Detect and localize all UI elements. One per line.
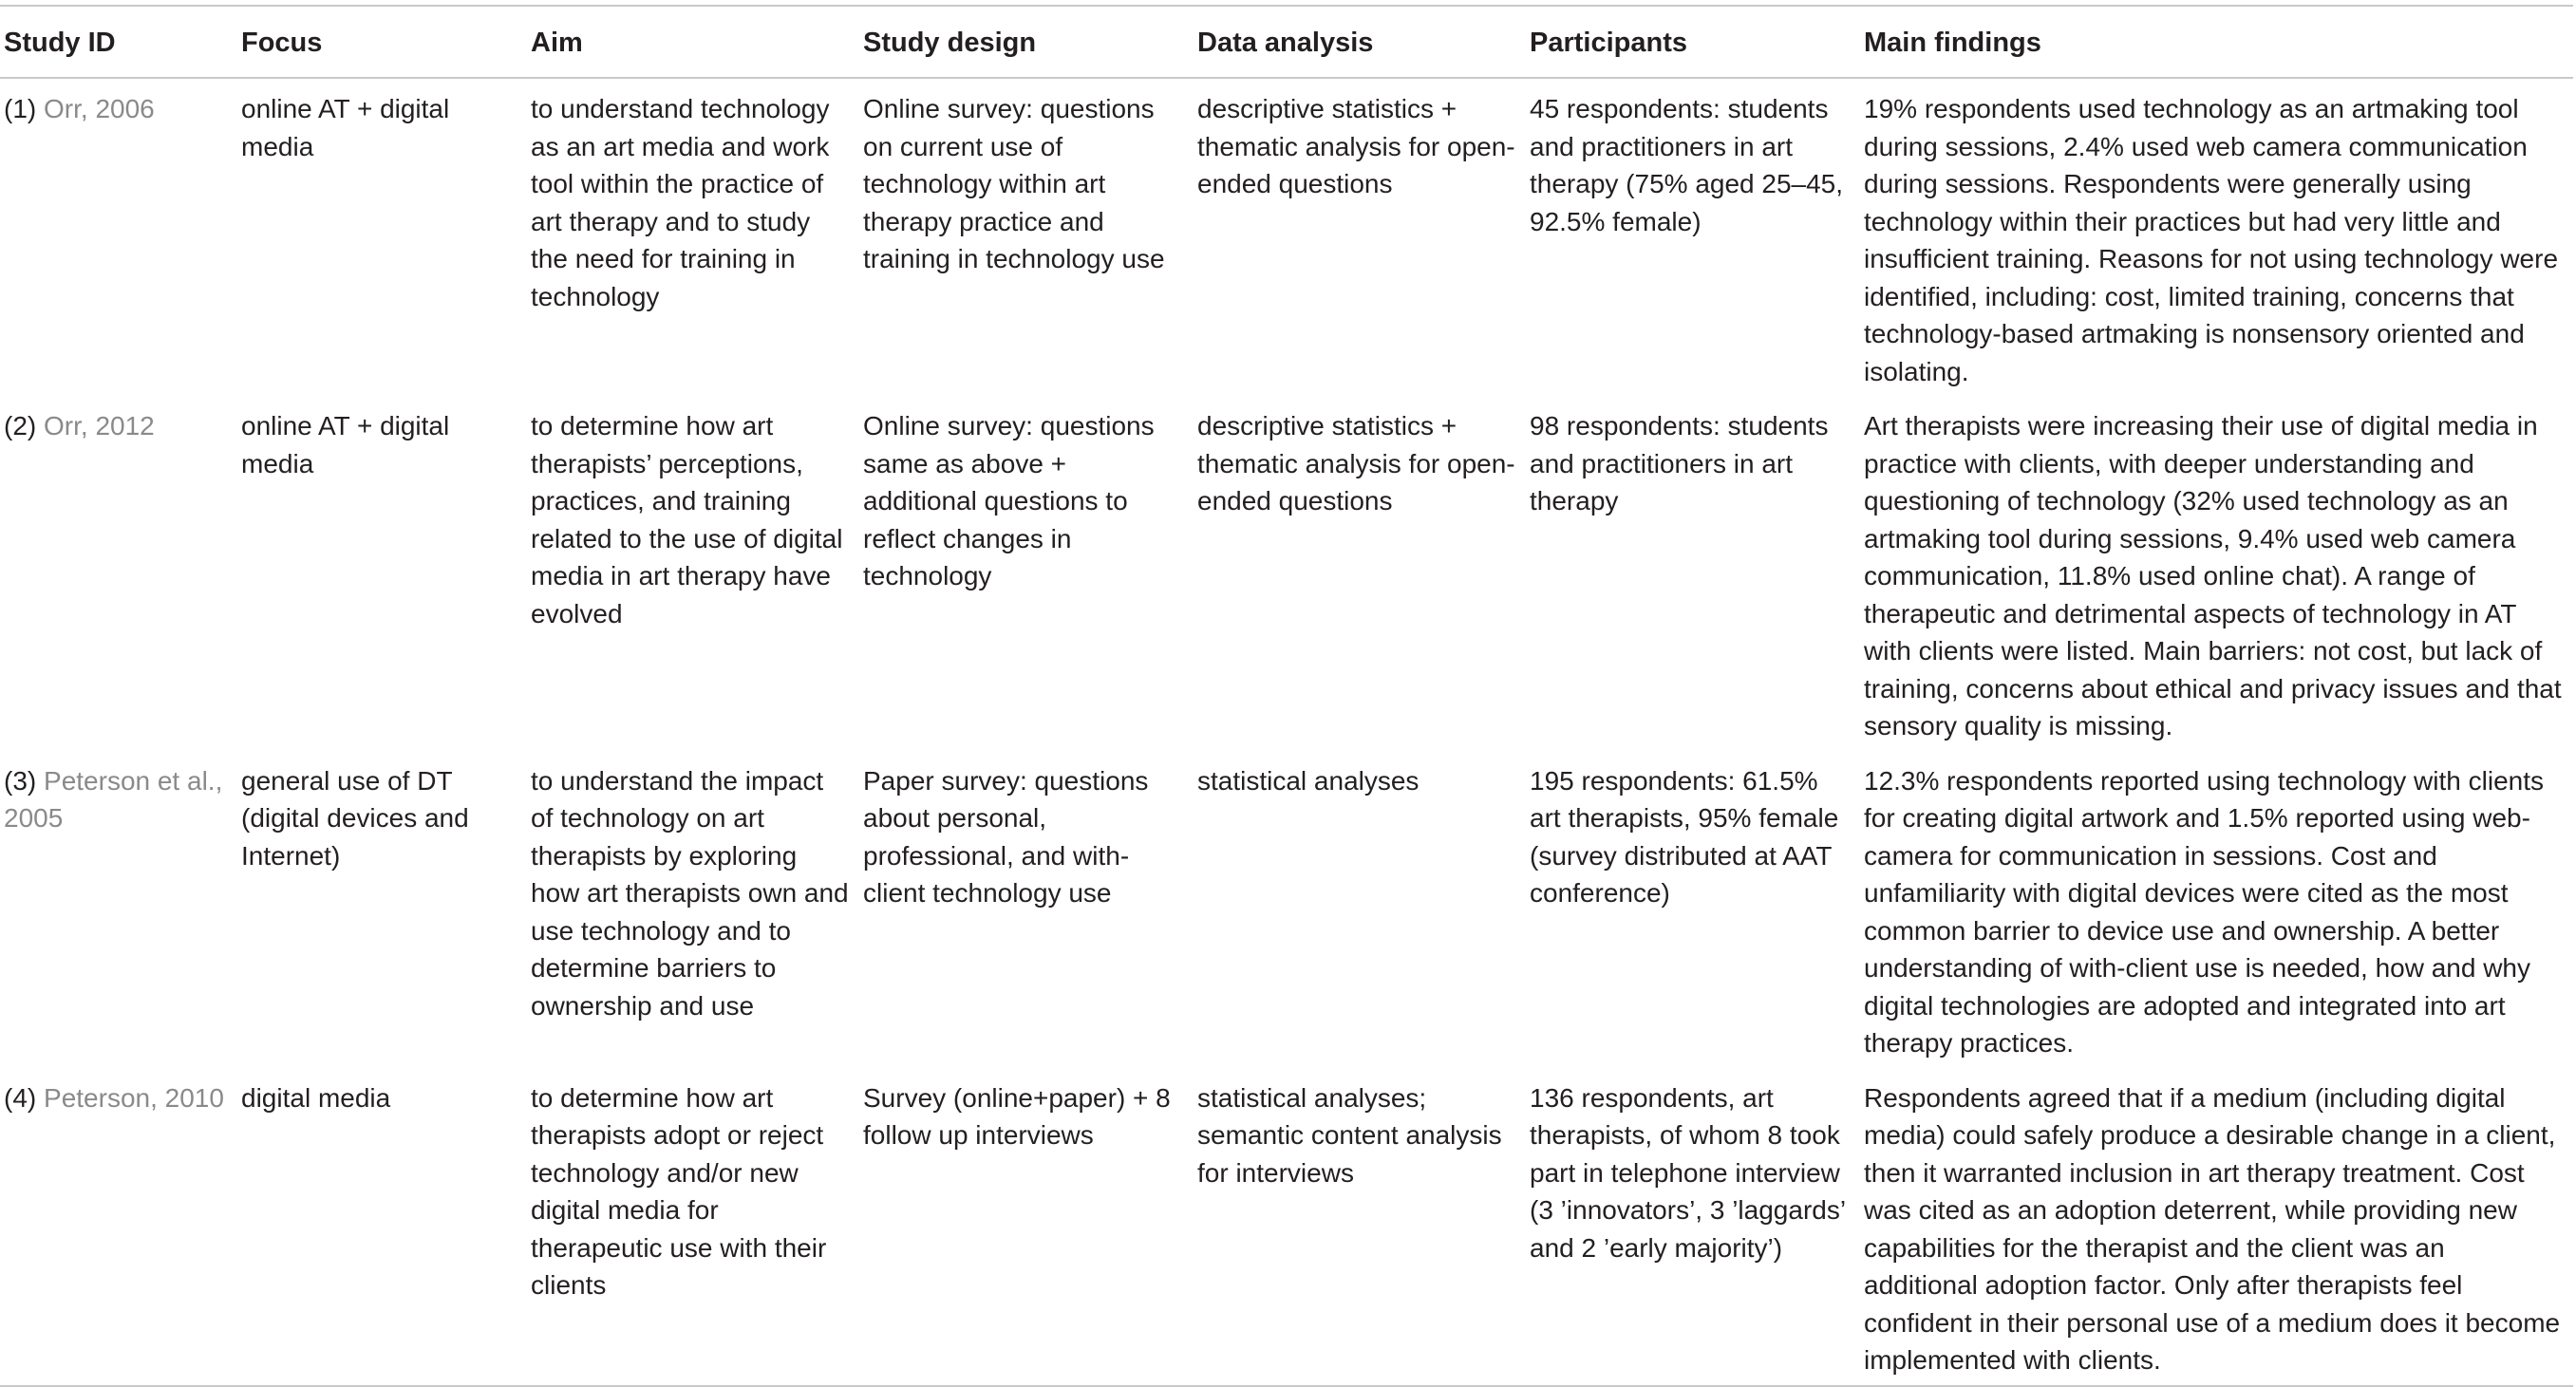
header-row bbox=[0, 6, 2573, 78]
cell-data-analysis: statistical analyses; semantic content analysis for interviews bbox=[1197, 1082, 1502, 1188]
cell-main-findings: Respondents agreed that if a medium (including digital media) could safely produce a desirable change in a client, then it warranted inclusion in art therapy treatment. Cost was cited as an adoption deterrent, while providing new capabilities for the therapist and the client was an additional adoption factor. Only after therapists feel confident in their personal use of a medium does it become implemented with clients. bbox=[1864, 1082, 2561, 1375]
header-study-id: Study ID bbox=[4, 28, 116, 58]
study-reference-link[interactable]: Peterson et al., 2005 bbox=[4, 765, 223, 833]
cell-aim: to determine how art therapists adopt or reject technology and/or new digital media for therapeutic use with their clients bbox=[531, 1082, 827, 1300]
header-study-design: Study design bbox=[863, 28, 1037, 58]
studies-table-container bbox=[0, 5, 2576, 1375]
cell-main-findings: Art therapists were increasing their use of digital media in practice with clients, with deeper understanding and questioning of technology (32% used technology as an artmaking tool during sessions, 9.4% used web camera communication, 11.8% used online chat). A range of therapeutic and detrimental aspects of technology in AT with clients were listed. Main barriers: not cost, but lack of training, concerns about ethical and privacy issues and that sensory quality is missing. bbox=[1864, 411, 2562, 740]
cell-study-design: Online survey: questions on current use of technology within art therapy practice and training in technology use bbox=[863, 94, 1165, 273]
header-aim: Aim bbox=[531, 28, 583, 58]
cell-data-analysis: descriptive statistics + thematic analysis for open-ended questions bbox=[1197, 411, 1515, 515]
cell-study-design: Paper survey: questions about personal, professional, and with-client technology use bbox=[863, 765, 1149, 908]
cell-participants: 136 respondents, art therapists, of whom 8 took part in telephone interview (3 ’innovators’, 3 ’laggards’ and 2 ’early majority’) bbox=[1530, 1082, 1846, 1263]
cell-main-findings: 19% respondents used technology as an artmaking tool during sessions, 2.4% used web camera communication during sessions. Respondents were generally using technology within their practices but had very little and insufficient training. Reasons for not using technology were identified, including: cost, limited training, concerns that technology-based artmaking is nonsensory oriented and isolating. bbox=[1864, 94, 2559, 386]
study-number: (2) bbox=[4, 411, 37, 440]
table-body bbox=[0, 78, 2573, 1386]
cell-study-id bbox=[0, 78, 237, 396]
studies-table bbox=[0, 5, 2573, 1387]
study-reference-link[interactable]: Peterson, 2010 bbox=[44, 1082, 224, 1113]
cell-participants: 195 respondents: 61.5% art therapists, 95% female (survey distributed at AAT conference) bbox=[1530, 765, 1839, 908]
table-header bbox=[0, 6, 2573, 78]
cell-aim: to understand technology as an art media and work tool within the practice of art therapy and to study the need for training in technology bbox=[531, 94, 830, 311]
cell-participants: 98 respondents: students and practitioners in art therapy bbox=[1530, 411, 1829, 515]
cell-aim: to understand the impact of technology on art therapists by exploring how art therapists own and use technology and to determine barriers to ownership and use bbox=[531, 765, 849, 1021]
cell-study-id bbox=[0, 751, 237, 1068]
study-number: (4) bbox=[4, 1082, 37, 1113]
cell-aim: to determine how art therapists’ perceptions, practices, and training related to the use of digital media in art therapy have evolved bbox=[531, 411, 843, 628]
study-reference-link[interactable]: Orr, 2006 bbox=[44, 94, 155, 123]
table-row bbox=[0, 1068, 2573, 1386]
cell-focus: general use of DT (digital devices and Internet) bbox=[241, 765, 469, 871]
cell-focus: digital media bbox=[241, 1082, 391, 1113]
cell-study-id bbox=[0, 396, 237, 751]
header-data-analysis: Data analysis bbox=[1197, 28, 1374, 58]
study-number: (3) bbox=[4, 765, 37, 796]
study-number: (1) bbox=[4, 94, 37, 123]
cell-study-design: Survey (online+paper) + 8 follow up interviews bbox=[863, 1082, 1171, 1150]
cell-study-design: Online survey: questions same as above + additional questions to reflect changes in technology bbox=[863, 411, 1155, 590]
cell-study-id bbox=[0, 1068, 237, 1386]
cell-main-findings: 12.3% respondents reported using technology with clients for creating digital artwork and 1.5% reported using web-camera for communication in sessions. Cost and unfamiliarity with digital devices were cited as the most common barrier to device use and ownership. A better understanding of with-client use is needed, how and why digital technologies are adopted and integrated into art therapy practices. bbox=[1864, 765, 2544, 1058]
cell-focus: online AT + digital media bbox=[241, 94, 450, 161]
cell-data-analysis: statistical analyses bbox=[1197, 765, 1420, 796]
header-participants: Participants bbox=[1530, 28, 1687, 58]
header-main-findings: Main findings bbox=[1864, 28, 2041, 58]
table-row bbox=[0, 396, 2573, 751]
cell-participants: 45 respondents: students and practitioners in art therapy (75% aged 25–45, 92.5% female) bbox=[1530, 94, 1844, 236]
cell-data-analysis: descriptive statistics + thematic analysis for open-ended questions bbox=[1197, 94, 1515, 198]
cell-focus: online AT + digital media bbox=[241, 411, 450, 478]
table-row bbox=[0, 78, 2573, 396]
header-focus: Focus bbox=[241, 28, 323, 58]
table-row bbox=[0, 751, 2573, 1068]
study-reference-link[interactable]: Orr, 2012 bbox=[44, 411, 155, 440]
